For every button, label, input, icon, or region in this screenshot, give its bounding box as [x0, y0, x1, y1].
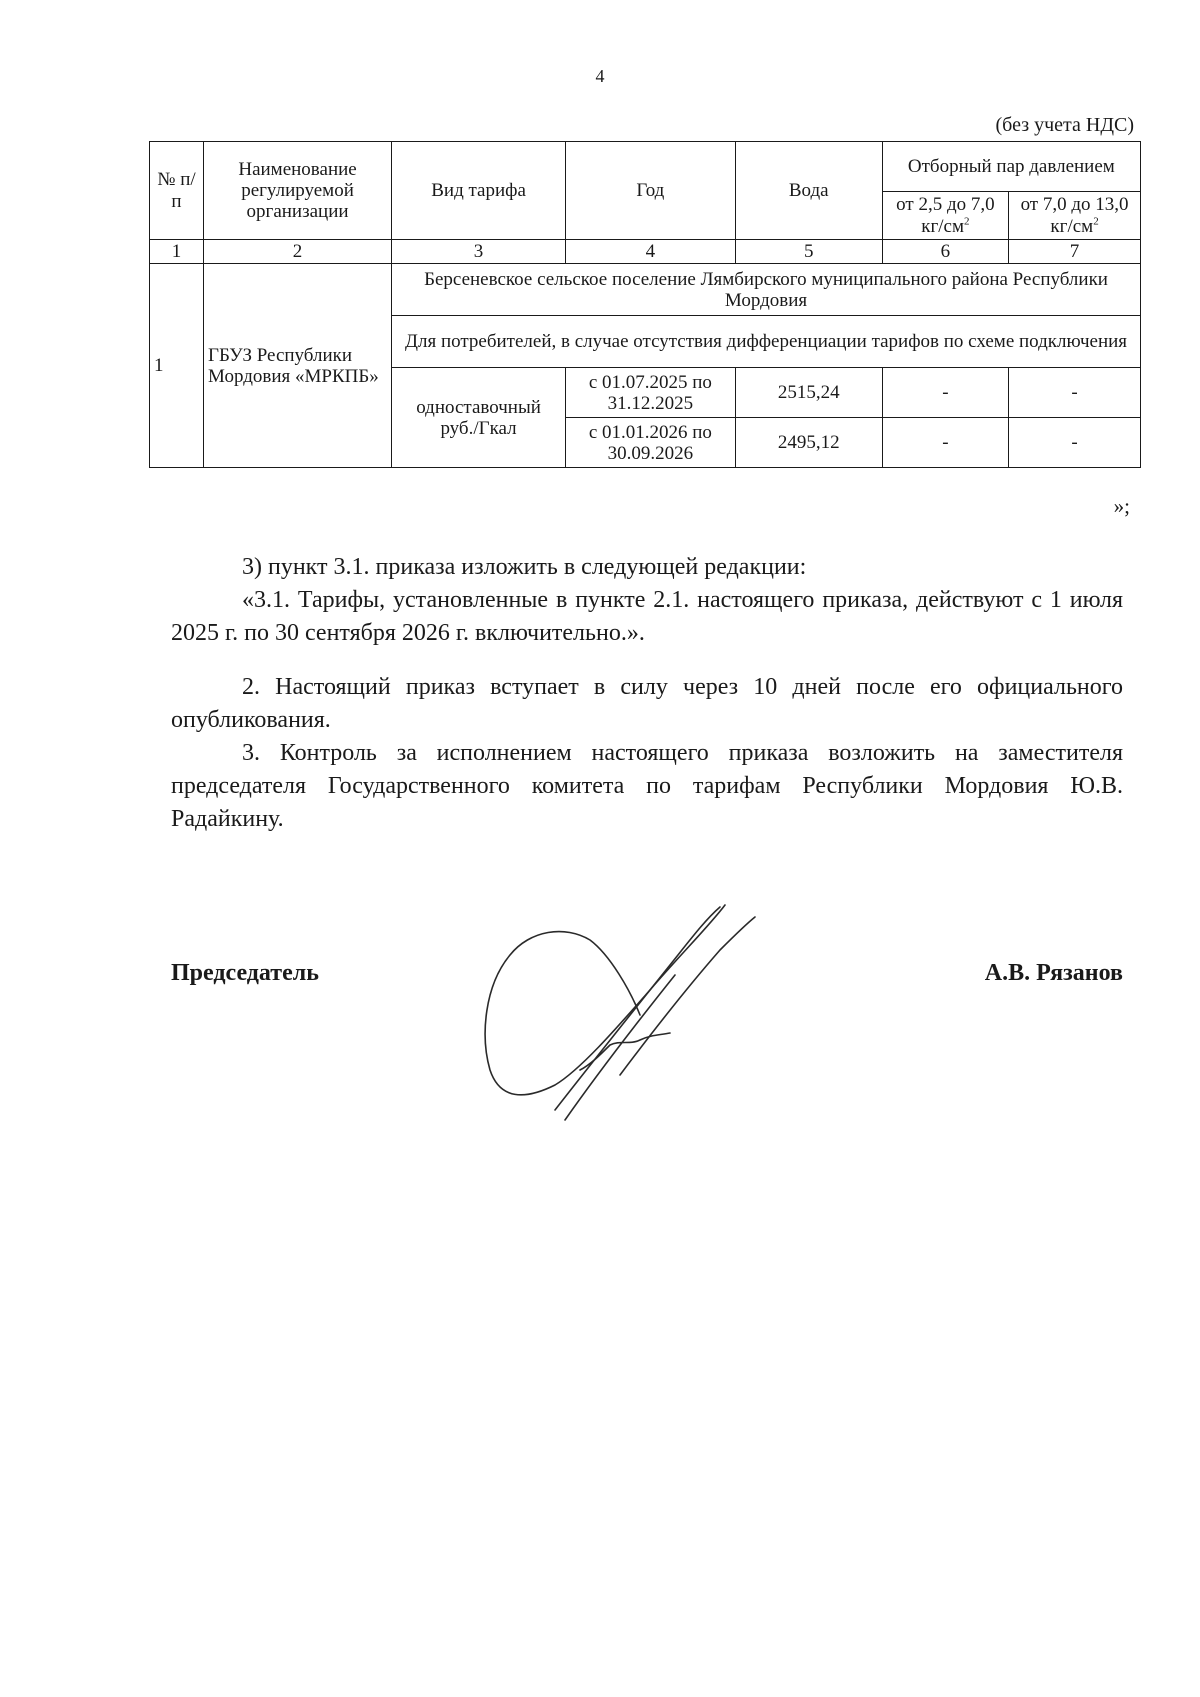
paragraph-effective: 2. Настоящий приказ вступает в силу через 10 дней после его официального опубликования.	[171, 674, 1123, 733]
row-org: ГБУЗ Республики Мордовия «МРКПБ»	[204, 264, 392, 468]
period-steam-low: -	[882, 368, 1008, 418]
header-steam-low: от 2,5 до 7,0 $кг/см^2$	[882, 192, 1008, 240]
header-num: № п/п	[150, 142, 204, 240]
col-number: 1	[150, 240, 204, 264]
header-org: Наименование регулируемой организации	[204, 142, 392, 240]
header-water: Вода	[735, 142, 882, 240]
page-number: 4	[595, 66, 605, 86]
row-settlement: Берсеневское сельское поселение Лямбирского муниципального района Республики Мордовия	[392, 264, 1141, 316]
handwritten-signature	[470, 895, 810, 1135]
paragraph-amendment-intro: 3) пункт 3.1. приказа изложить в следующей редакции:	[242, 554, 807, 580]
col-number: 4	[566, 240, 736, 264]
header-tariff-type: Вид тарифа	[392, 142, 566, 240]
col-number: 5	[735, 240, 882, 264]
vat-note: (без учета НДС)	[995, 114, 1134, 136]
signer-name: А.В. Рязанов	[984, 960, 1123, 986]
paragraph-amendment-text: «3.1. Тарифы, установленные в пункте 2.1. настоящего приказа, действуют с 1 июля 2025 г. по 30 сентября 2026 г. включительно.».	[171, 587, 1123, 646]
col-number: 3	[392, 240, 566, 264]
closing-quote: »;	[1113, 494, 1130, 518]
header-year: Год	[566, 142, 736, 240]
period-year: с 01.01.2026 по 30.09.2026	[566, 418, 736, 468]
row-tariff-type: одноставочный руб./Гкал	[392, 368, 566, 468]
paragraph-control: 3. Контроль за исполнением настоящего приказа возложить на заместителя председателя Государственного комитета по тарифам Республики Мордовия Ю.В. Радайкину.	[171, 740, 1123, 832]
period-water: 2515,24	[735, 368, 882, 418]
col-number: 2	[204, 240, 392, 264]
signer-title: Председатель	[171, 960, 319, 986]
row-consumers: Для потребителей, в случае отсутствия дифференциации тарифов по схеме подключения	[392, 316, 1141, 368]
period-steam-high: -	[1009, 418, 1141, 468]
tariff-table	[149, 141, 1141, 468]
period-steam-high: -	[1009, 368, 1141, 418]
period-steam-low: -	[882, 418, 1008, 468]
period-year: с 01.07.2025 по 31.12.2025	[566, 368, 736, 418]
paragraph-block-final	[171, 671, 1123, 836]
col-number: 7	[1009, 240, 1141, 264]
header-steam-high: от 7,0 до 13,0 $кг/см^2$	[1009, 192, 1141, 240]
column-number-row	[150, 240, 1141, 264]
paragraph-block-amendment	[171, 551, 1123, 650]
row-num: 1	[150, 264, 204, 468]
header-steam: Отборный пар давлением	[882, 142, 1140, 192]
col-number: 6	[882, 240, 1008, 264]
period-water: 2495,12	[735, 418, 882, 468]
